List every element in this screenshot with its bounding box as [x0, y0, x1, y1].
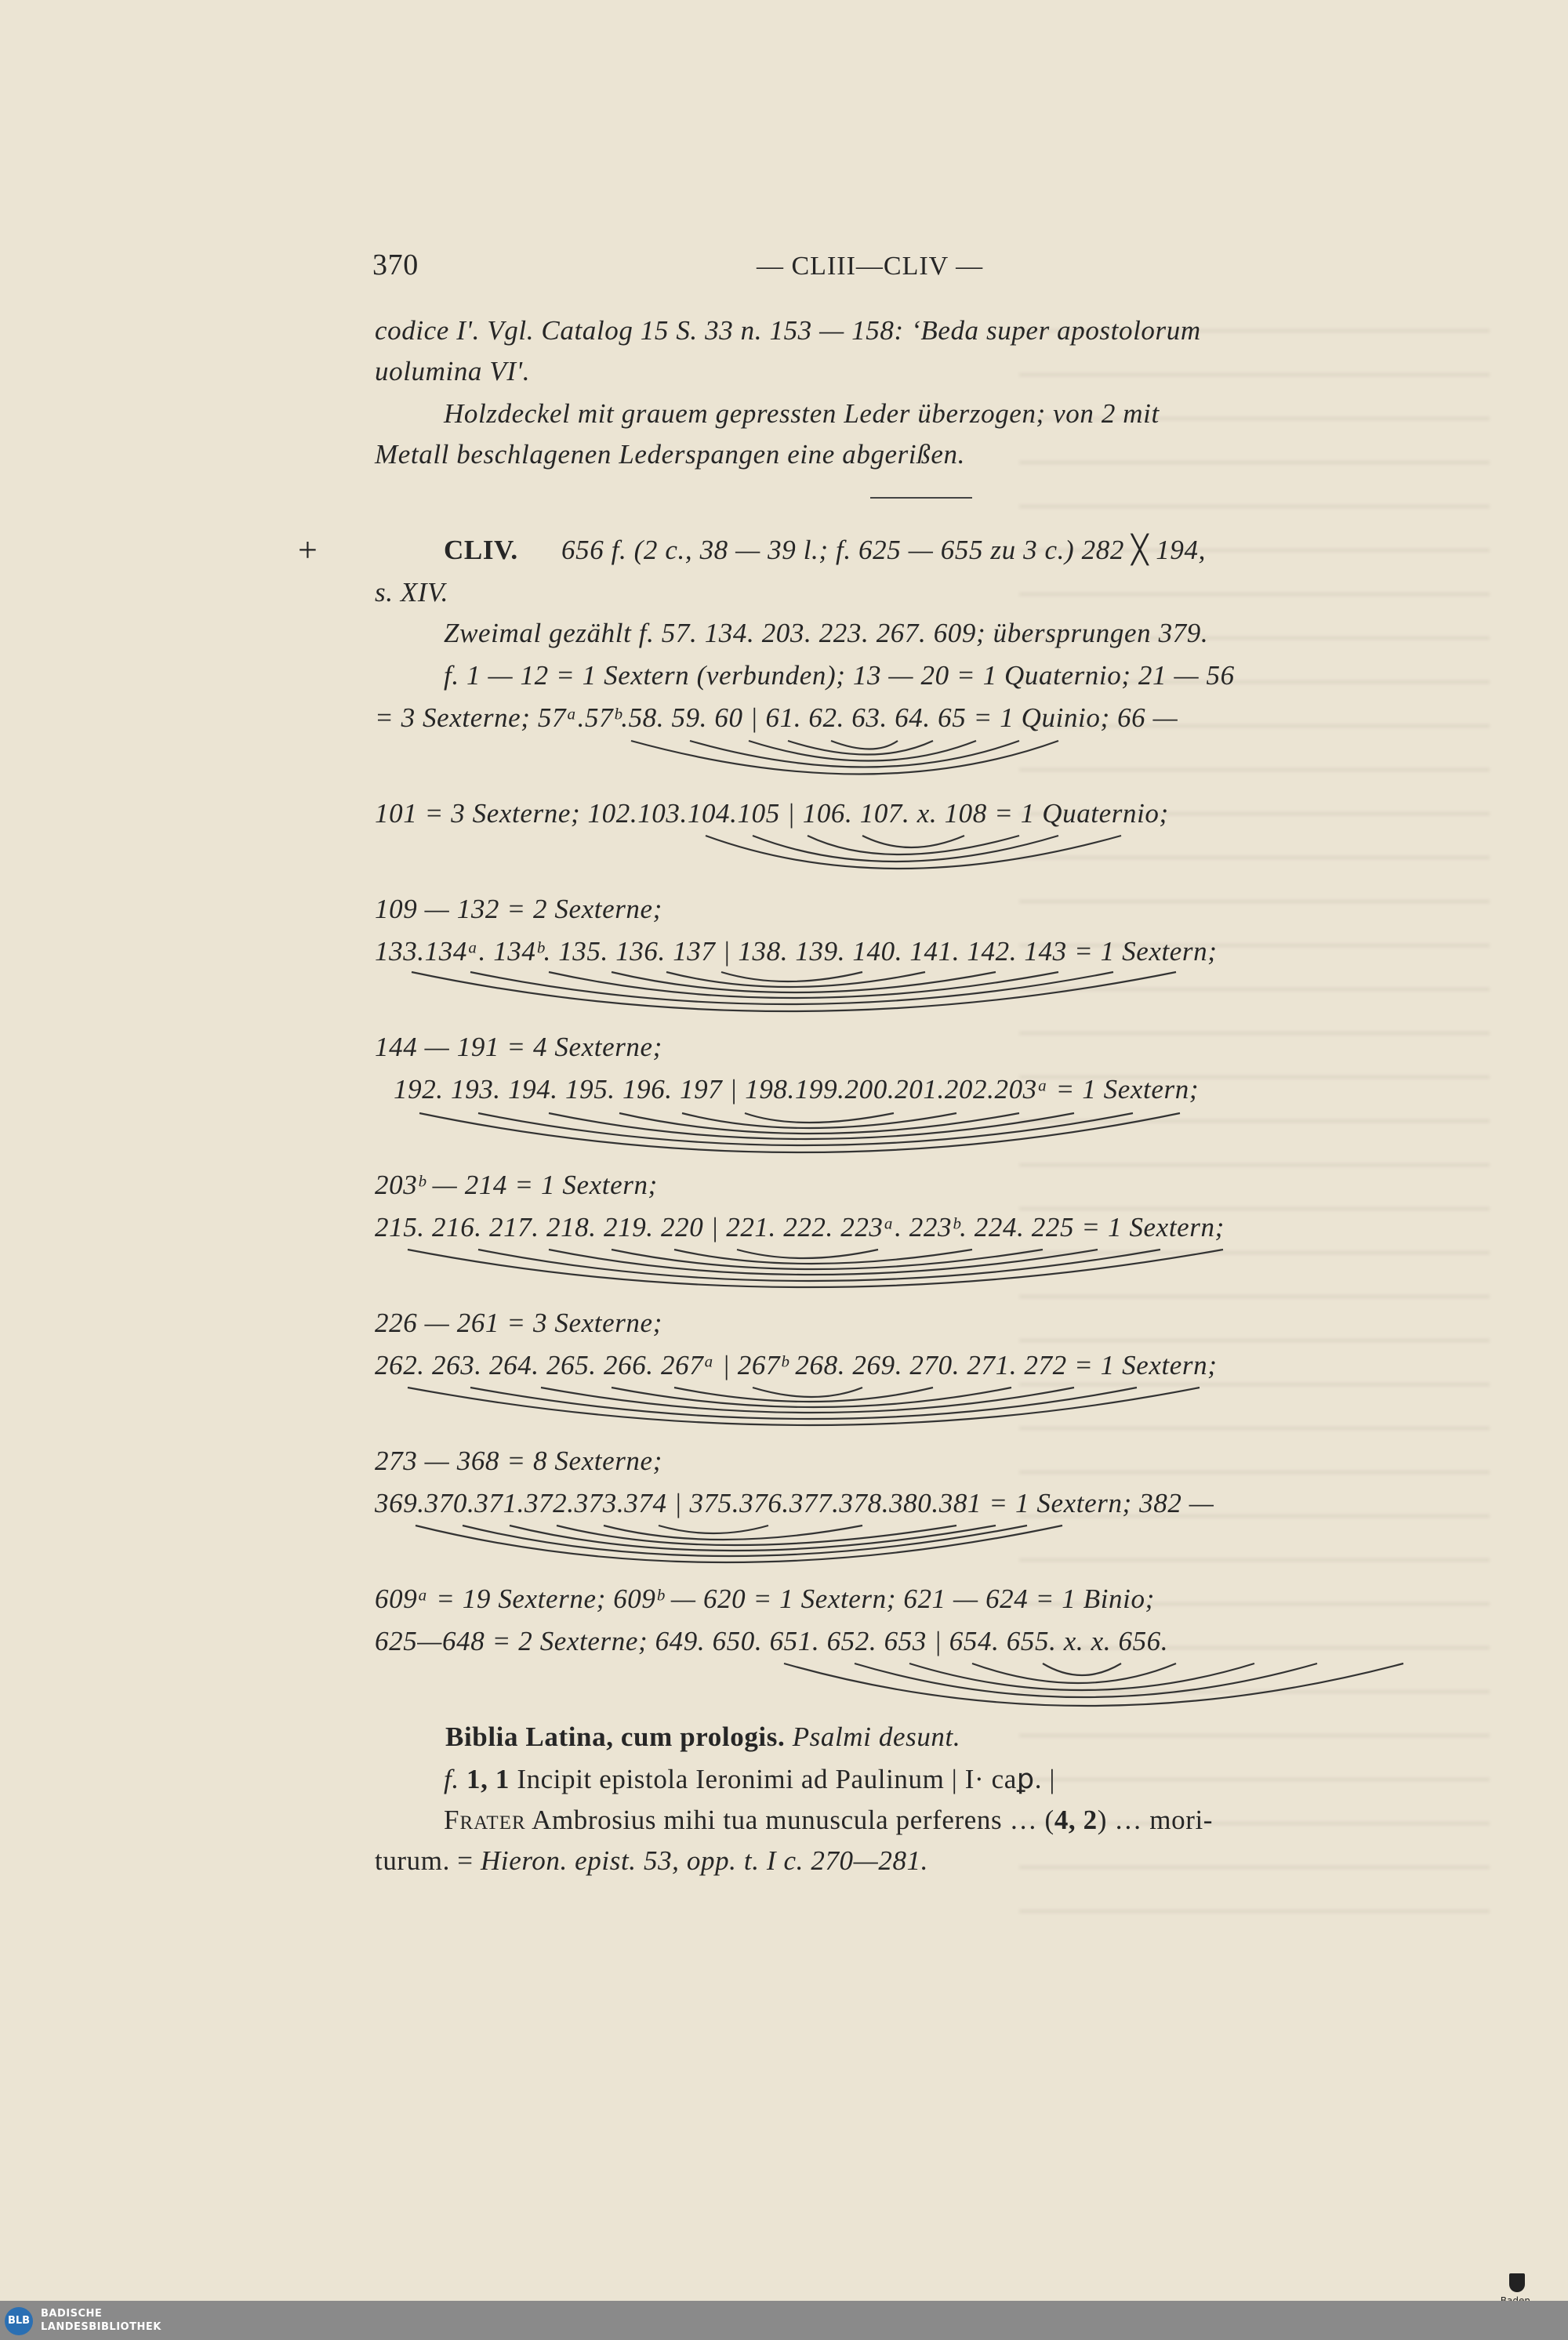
library-footer-bar: [0, 2301, 1568, 2340]
text-line: uolumina VI'.: [375, 356, 531, 386]
incipit-line: [444, 1762, 1055, 1797]
running-head: — CLIII—CLIV —: [757, 252, 984, 281]
text-line: s. XIV.: [375, 577, 448, 608]
text-span: turum. =: [375, 1845, 474, 1876]
heading-title: Biblia Latina, cum prologis.: [445, 1721, 786, 1752]
incipit-text: Incipit epistola Ieronimi ad Paulinum | I· caꝑ. |: [517, 1764, 1056, 1794]
collation-line: 144 — 191 = 4 Sexterne;: [375, 1032, 662, 1062]
text-line: Zweimal gezählt f. 57. 134. 203. 223. 267. 609; übersprungen 379.: [444, 618, 1209, 648]
citation: Hieron. epist. 53, opp. t. I c. 270—281.: [481, 1845, 929, 1876]
folio-ref: 1, 1: [466, 1764, 510, 1794]
collation-line: 109 — 132 = 2 Sexterne;: [375, 894, 662, 924]
collation-line: 101 = 3 Sexterne; 102.103.104.105 | 106. 107. x. 108 = 1 Quaternio;: [375, 798, 1169, 829]
collation-line: 369.370.371.372.373.374 | 375.376.377.378.380.381 = 1 Sextern; 382 —: [375, 1488, 1214, 1518]
collation-line: 192. 193. 194. 195. 196. 197 | 198.199.200.201.202.203ᵃ = 1 Sextern;: [394, 1074, 1200, 1105]
margin-cross-mark: +: [298, 531, 318, 569]
library-name: [41, 2307, 162, 2334]
collation-line: 203ᵇ — 214 = 1 Sextern;: [375, 1170, 658, 1200]
folio-marker: f.: [444, 1764, 459, 1794]
crest-icon: [1509, 2273, 1525, 2292]
text-line: codice I'. Vgl. Catalog 15 S. 33 n. 153 — 158: ‘Beda super apostolorum: [375, 315, 1201, 346]
text-line: Metall beschlagenen Lederspangen eine abgerißen.: [375, 439, 965, 470]
collation-line: 262. 263. 264. 265. 266. 267ᵃ | 267ᵇ 268. 269. 270. 271. 272 = 1 Sextern;: [375, 1350, 1218, 1380]
page-number: 370: [372, 249, 419, 281]
text-line: 656 f. (2 c., 38 — 39 l.; f. 625 — 655 zu 3 c.) 282 ╳ 194,: [561, 535, 1206, 565]
library-line: LANDESBIBLIOTHEK: [41, 2321, 162, 2333]
text-line: Holzdeckel mit grauem gepressten Leder überzogen; von 2 mit: [444, 398, 1160, 429]
text-line: [375, 1844, 928, 1878]
heading-note: Psalmi desunt.: [792, 1721, 961, 1752]
collation-line: f. 1 — 12 = 1 Sextern (verbunden); 13 — 20 = 1 Quaternio; 21 — 56: [444, 660, 1235, 691]
ref-bold: 4, 2: [1054, 1805, 1098, 1835]
text-line: [444, 1803, 1213, 1838]
section-rule: [870, 497, 972, 499]
entry-number: CLIV.: [444, 535, 518, 565]
collation-line: 625—648 = 2 Sexterne; 649. 650. 651. 652. 653 | 654. 655. x. x. 656.: [375, 1626, 1169, 1656]
section-heading: [445, 1720, 960, 1754]
collation-line: = 3 Sexterne; 57ᵃ.57ᵇ.58. 59. 60 | 61. 62. 63. 64. 65 = 1 Quinio; 66 —: [375, 702, 1178, 733]
collation-line: 215. 216. 217. 218. 219. 220 | 221. 222. 223ᵃ. 223ᵇ. 224. 225 = 1 Sextern;: [375, 1212, 1225, 1243]
collation-line: 226 — 261 = 3 Sexterne;: [375, 1308, 662, 1338]
text-span: ) … mori-: [1097, 1805, 1214, 1835]
collation-line: 273 — 368 = 8 Sexterne;: [375, 1446, 662, 1476]
text-span: Ambrosius mihi tua munuscula perferens … (: [532, 1805, 1054, 1835]
library-line: BADISCHE: [41, 2308, 103, 2320]
frater-word: Frater: [444, 1805, 526, 1835]
collation-line: 133.134ᵃ. 134ᵇ. 135. 136. 137 | 138. 139. 140. 141. 142. 143 = 1 Sextern;: [375, 936, 1218, 967]
collation-line: 609ᵃ = 19 Sexterne; 609ᵇ — 620 = 1 Sextern; 621 — 624 = 1 Binio;: [375, 1584, 1155, 1614]
blb-logo-icon: BLB: [5, 2307, 33, 2335]
